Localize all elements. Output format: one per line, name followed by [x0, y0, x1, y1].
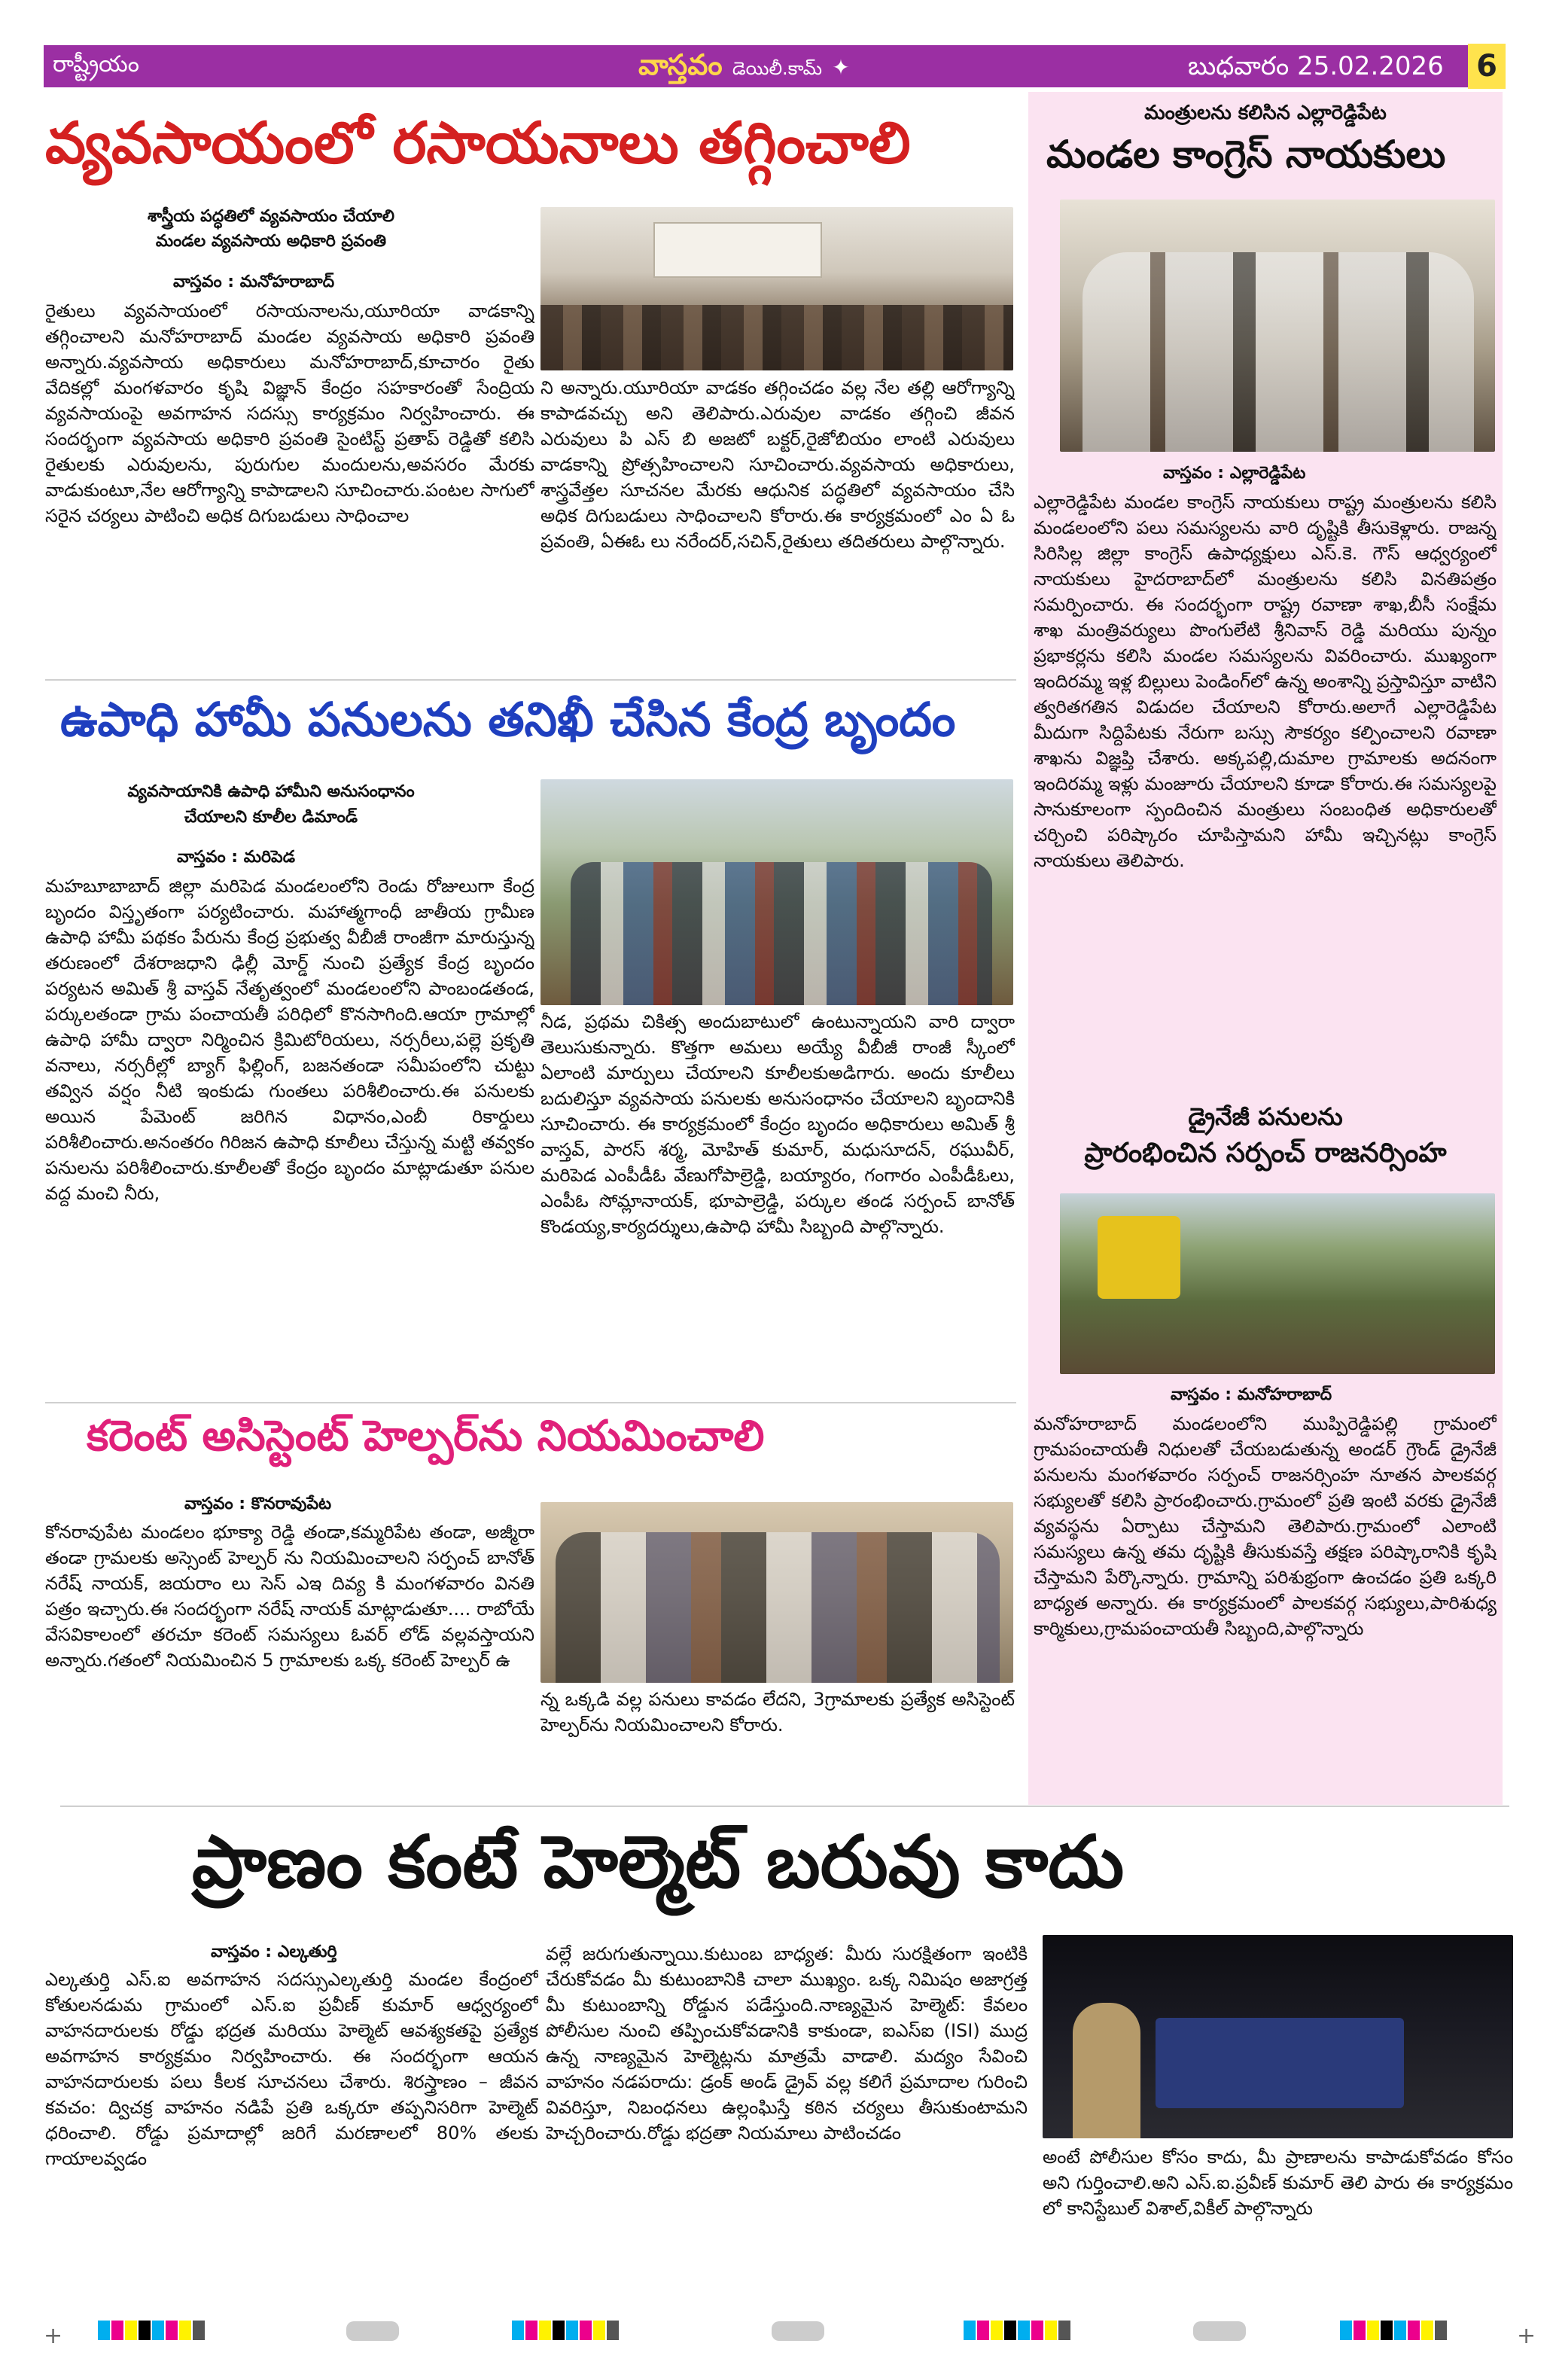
registration-blob: [1193, 2321, 1246, 2341]
crop-mark-icon: +: [44, 2323, 63, 2349]
sidebar-story1-body: ఎల్లారెడ్డిపేట మండల కాంగ్రెస్ నాయకులు రాష్ట్ర మంత్రులను కలిసి మండలంలోని పలు సమస్యలను వారి దృష్టికి తీసుకెళ్లారు. రాజన్న సిరిసిల్ల జిల్లా కాంగ్రెస్ ఉపాధ్యక్షులు ఎస్.కె. గౌస్ ఆధ్వర్యంలో నాయకులు హైదరాబాద్‌లో మంత్రులను కలిసి వినతిపత్రం సమర్పించారు. ఈ సందర్భంగా రాష్ట్ర రవాణా శాఖ,బీసీ సంక్షేమ శాఖ మంత్రివర్యులు పొంగులేటి శ్రీనివాస్ రెడ్డి మరియు పున్నం ప్రభాకర్లను కలిసి మండల సమస్యలను వివరించారు. ముఖ్యంగా ఇందిరమ్మ ఇళ్ల బిల్లులు పెండింగ్‌లో ఉన్న అంశాన్ని ప్రస్తావిస్తూ వాటిని త్వరితగతిన విడుదల చేయాలని కోరారు.అలాగే ఎల్లారెడ్డిపేట మీదుగా సిద్దిపేటకు నేరుగా బస్సు సౌకర్యం కల్పించాలని రవాణా శాఖను విజ్ఞప్తి చేశారు. అక్కపల్లి,దుమాల గ్రామాలకు అదనంగా ఇందిరమ్మ ఇళ్లు మంజూరు చేయాలని కూడా కోరారు.ఈ సమస్యలపై సానుకూలంగా స్పందించిన మంత్రులు సంబంధిత అధికారులతో చర్చించి పరిష్కారం చూపిస్తామని హామీ ఇచ్చినట్లు కాంగ్రెస్ నాయకులు తెలిపారు.: [1034, 492, 1497, 871]
article1-column-1: రైతులు వ్యవసాయంలో రసాయనాలను,యూరియా వాడకాన్ని తగ్గించాలని మనోహరాబాద్ మండల వ్యవసాయ అధికారి ప్రవంతి అన్నారు.వ్యవసాయ అధికారులు మనోహరాబాద్,కూచారం రైతు వేదికల్లో మంగళవారం కృషి విజ్ఞాన్ కేంద్రం సహకారంతో సేంద్రియ వ్యవసాయంపై అవగాహన సదస్సు కార్యక్రమం నిర్వహించారు. ఈ సందర్భంగా వ్యవసాయ అధికారి ప్రవంతి సైంటిస్ట్ ప్రతాప్ రెడ్డితో కలిసి రైతులకు ఎరువులను, పురుగుల మందులను,అవసరం మేరకు వాడుకుంటూ,నేల ఆరోగ్యాన్ని కాపాడాలని సూచించారు.పంటల సాగులో సరైన చర్యలు పాటించి అధిక దిగుబడులు సాధించాల: [45, 300, 534, 526]
masthead-title: వాస్తవం: [638, 48, 723, 81]
article4-column-1: ఎల్కతుర్తి ఎస్.ఐ అవగాహన సదస్సుఎల్కతుర్తి మండల కేంద్రంలో కోతులనడుమ గ్రామంలో ఎస్.ఐ ప్రవీణ్ కుమార్ ఆధ్వర్యంలో వాహనదారులకు రోడ్డు భద్రత మరియు హెల్మెట్ ఆవశ్యకతపై ప్రత్యేక అవగాహన కార్యక్రమం నిర్వహించారు. ఈ సందర్భంగా ఆయన వాహనదారులకు పలు కీలక సూచనలు చేశారు. శిరస్త్రాణం – జీవన కవచం: ద్విచక్ర వాహనం నడిపే ప్రతి ఒక్కరూ తప్పనిసరిగా హెల్మెట్ ధరించాలి. రోడ్డు ప్రమాదాల్లో జరిగే మరణాలలో 80% తలకు గాయాలవ్వడం: [45, 1969, 538, 2169]
article2-column-1: మహబూబాబాద్ జిల్లా మరిపెడ మండలంలోని రెండు రోజులుగా కేంద్ర బృందం విస్తృతంగా పర్యటించారు. మహాత్మగాంధీ జాతీయ గ్రామీణ ఉపాధి హామీ పథకం పేరును కేంద్ర ప్రభుత్వ వీబీజీ రాంజీగా మారుస్తున్న తరుణంలో దేశరాజధాని ఢిల్లీ మోర్డ్ నుంచి ప్రత్యేక కేంద్ర బృందం పర్యటన అమిత్ శ్రీ వాస్తవ్ నేతృత్వంలో మండలంలోని పాంబండతండ, పర్కులతండా గ్రామ పంచాయతీ పరిధిలో కొనసాగింది.ఆయా గ్రామాల్లో ఉపాధి హామీ ద్వారా నిర్మించిన క్రిమిటోరియలు, నర్సరీలు,పల్లె ప్రకృతి వనాలు, నర్సరీల్లో బ్యాగ్ ఫిల్లింగ్, బజనతండా సమీపంలోని చుట్టు తవ్విన వర్షం నీటి ఇంకుడు గుంతలు పరిశీలించారు.ఈ పనులకు అయిన పేమెంట్ జరిగిన విధానం,ఎంబీ రికార్డులు పరిశీలించారు.అనంతరం గిరిజన ఉపాధి కూలీలు చేస్తున్న మట్టి తవ్వకం పనులను పరిశీలించారు.కూలీలతో కేంద్రం బృందం మాట్లాడుతూ పనుల వద్ద మంచి నీరు,: [45, 876, 534, 1204]
article3-column-2: న్న ఒక్కడి వల్ల పనులు కావడం లేదని, 3గ్రామాలకు ప్రత్యేక అసిస్టెంట్ హెల్పర్‌ను నియమించాలని కోరారు.: [540, 1689, 1015, 1735]
color-bar: [1340, 2321, 1448, 2343]
article2-photo-team-inspection: [540, 779, 1013, 1005]
article4-headline: ప్రాణం కంటే హెల్మెట్ బరువు కాదు: [192, 1820, 1125, 1904]
divider: [45, 679, 1016, 681]
article1-subheading-2: మండల వ్యవసాయ అధికారి ప్రవంతి: [155, 232, 387, 251]
divider: [45, 1402, 1016, 1403]
article1-photo-farmers-meeting: [540, 207, 1013, 370]
article4-column-2: వల్లే జరుగుతున్నాయి.కుటుంబ బాధ్యత: మీరు సురక్షితంగా ఇంటికి చేరుకోవడం మీ కుటుంబానికి చాలా ముఖ్యం. ఒక్క నిమిషం అజాగ్రత్త మీ కుటుంబాన్ని రోడ్డున పడేస్తుంది.నాణ్యమైన హెల్మెట్: కేవలం పోలీసుల నుంచి తప్పించుకోవడానికి కాకుండా, ఐఎస్ఐ (ISI) ముద్ర ఉన్న నాణ్యమైన హెల్మెట్లను మాత్రమే వాడాలి. మద్యం సేవించి వాహనం నడపరాదు: డ్రంక్ అండ్ డ్రైవ్ వల్ల కలిగే ప్రమాదాల గురించి వివరిస్తూ, నిబంధనలు ఉల్లంఘిస్తే కఠిన చర్యలు తీసుకుంటామని హెచ్చరించారు.రోడ్డు భద్రతా నియమాలు పాటించడం: [546, 1943, 1028, 2144]
article3-dateline: వాస్తవం : కొనరావుపేట: [184, 1495, 332, 1513]
masthead-tag: డెయిలీ.కామ్: [732, 58, 823, 79]
article2-headline: ఉపాధి హామీ పనులను తనిఖీ చేసిన కేంద్ర బృందం: [60, 692, 956, 747]
color-bar: [512, 2321, 620, 2343]
sidebar-story2-body: మనోహరాబాద్ మండలంలోని ముప్పిరెడ్డిపల్లి గ్రామంలో గ్రామపంచాయతీ నిధులతో చేయబడుతున్న అండర్ గ్రౌండ్ డ్రైనేజీ పనులను మంగళవారం సర్పంచ్ రాజనర్సింహ నూతన పాలకవర్గ సభ్యులతో కలిసి ప్రారంభించారు.గ్రామంలో ప్రతి ఇంటి వరకు డ్రైనేజీ వ్యవస్థను ఏర్పాటు చేస్తామని తెలిపారు.గ్రామంలో ఎలాంటి సమస్యలు ఉన్న తమ దృష్టికి తీసుకువస్తే తక్షణ పరిష్కారానికి కృషి చేస్తామని పేర్కొన్నారు. గ్రామాన్ని పరిశుభ్రంగా ఉంచడం ప్రతి ఒక్కరి బాధ్యత అన్నారు. ఈ కార్యక్రమంలో పాలకవర్గ సభ్యులు,పారిశుధ్య కార్మికులు,గ్రామపంచాయతీ సిబ్బంది,పాల్గొన్నారు: [1034, 1413, 1497, 1639]
registration-blob: [346, 2321, 399, 2341]
divider: [60, 1806, 1509, 1807]
page-number: 6: [1468, 44, 1506, 89]
masthead-logo: [638, 48, 850, 89]
article2-column-2: నీడ, ప్రథమ చికిత్స అందుబాటులో ఉంటున్నాయని వారి ద్వారా తెలుసుకున్నారు. కొత్తగా అమలు అయ్యే వీబీజీ రాంజీ స్కీంలో ఏలాంటి మార్పులు చేయాలని కూలీలకుఅడిగారు. అందు కూలీలు బదులిస్తూ వ్యవసాయ పనులకు అనుసంధానం చేయాలని బృందానికి సూచించారు. ఈ కార్యక్రమంలో కేంద్రం బృందం అధికారులు అమిత్ శ్రీ వాస్తవ్, పారస్ శర్మ, మోహిత్ కుమార్, మధుసూదన్, రఘువీర్, మరిపెడ ఎంపీడీఓ వేణుగోపాల్రెడ్డి, బయ్యారం, గంగారం ఎంపీడీఓలు, ఎంపీఓ సోమ్లానాయక్, భూపాల్రెడ్డి, పర్కుల తండ సర్పంచ్ బానోత్ కొండయ్య,కార్యదర్శులు,ఉపాధి హామీ సిబ్బంది పాల్గొన్నారు.: [540, 1011, 1015, 1237]
article1-column-2: ని అన్నారు.యూరియా వాడకం తగ్గించడం వల్ల నేల తల్లి ఆరోగ్యాన్ని కాపాడవచ్చు అని తెలిపారు.ఎరువుల వాడకం తగ్గించి జీవన ఎరువులు పి ఎస్ బి అజటో బక్టర్,రైజోబియం లాంటి ఎరువులు వాడకాన్ని ప్రోత్సహించాలని సూచించారు.వ్యవసాయ అధికారులు, శాస్త్రవేత్తల సూచనల మేరకు ఆధునిక పద్ధతిలో వ్యవసాయం చేసి అధిక దిగుబడులు సాధించాలని కోరారు.ఈ కార్యక్రమంలో ఎం ఏ ఓ ప్రవంతి, ఏఈఓ లు నరేందర్,సచిన్,రైతులు తదితరులు పాల్గొన్నారు.: [540, 377, 1015, 552]
issue-date: బుధవారం 25.02.2026: [1188, 51, 1444, 81]
color-bar: [98, 2321, 206, 2343]
sidebar-story1-kicker: మంత్రులను కలిసిన ఎల్లారెడ్డిపేట: [1144, 102, 1387, 124]
color-bar: [964, 2321, 1072, 2343]
article4-photo-helmet-awareness: [1043, 1935, 1513, 2138]
sidebar-story2-kicker: డ్రైనేజీ పనులను: [1188, 1102, 1343, 1131]
article1-dateline: వాస్తవం : మనోహరాబాద్: [173, 273, 335, 291]
sidebar-story2-dateline: వాస్తవం : మనోహరాబాద్: [1171, 1385, 1332, 1404]
section-name: రాష్ట్రీయం: [53, 51, 139, 78]
article1-subheading-1: శాస్త్రీయ పద్ధతిలో వ్యవసాయం చేయాలి: [148, 207, 394, 226]
article4-dateline: వాస్తవం : ఎల్కతుర్తి: [211, 1943, 337, 1961]
dove-icon: ✦: [832, 55, 850, 80]
sidebar-story1-headline: మండల కాంగ్రెస్ నాయకులు: [1046, 133, 1446, 176]
sidebar-story2-photo-drainage-works: [1060, 1193, 1495, 1374]
sidebar-story1-dateline: వాస్తవం : ఎల్లారెడ్డిపేట: [1163, 464, 1306, 483]
article2-subheading-2: చేయాలని కూలీల డిమాండ్: [184, 808, 358, 827]
article2-dateline: వాస్తవం : మరిపెడ: [177, 848, 295, 867]
crop-mark-icon: +: [1517, 2323, 1536, 2349]
sidebar-story1-photo-leaders: [1060, 200, 1495, 452]
article3-headline: కరెంట్ అసిస్టెంట్ హెల్పర్‌ను నియమించాలి: [87, 1412, 765, 1461]
article1-headline: వ్యవసాయంలో రసాయనాలు తగ్గించాలి: [45, 109, 911, 176]
article4-column-3: అంటే పోలీసుల కోసం కాదు, మీ ప్రాణాలను కాపాడుకోవడం కోసం అని గుర్తించాలి.అని ఎస్.ఐ.ప్రవీణ్ కుమార్ తెలి పారు ఈ కార్యక్రమం లో కానిస్టేబుల్ విశాల్,వికీల్ పాల్గొన్నారు: [1043, 2147, 1513, 2219]
page-header-banner: [44, 45, 1478, 87]
registration-blob: [772, 2321, 824, 2341]
article3-photo-petition: [540, 1502, 1013, 1683]
article3-column-1: కోనరావుపేట మండలం భూక్యా రెడ్డి తండా,కమ్మరిపేట తండా, అజ్మీరా తండా గ్రామలకు అస్సెంట్ హెల్పర్ ను నియమించాలని సర్పంచ్ బానోత్ నరేష్ నాయక్, జయరాం లు సెస్ ఎఇ దివ్య కి మంగళవారం వినతి పత్రం ఇచ్చారు.ఈ సందర్భంగా నరేష్ నాయక్ మాట్లాడుతూ.... రాబోయే వేసవికాలంలో తరచూ కరెంట్ సమస్యలు ఓవర్ లోడ్ వల్లవస్తాయని అన్నారు.గతంలో నియమించిన 5 గ్రామాలకు ఒక్క కరెంట్ హెల్పర్ ఉ: [45, 1522, 534, 1671]
article2-subheading-1: వ్యవసాయానికి ఉపాధి హామీని అనుసంధానం: [127, 782, 415, 801]
sidebar-story2-headline: ప్రారంభించిన సర్పంచ్ రాజనర్సింహ: [1084, 1138, 1447, 1169]
